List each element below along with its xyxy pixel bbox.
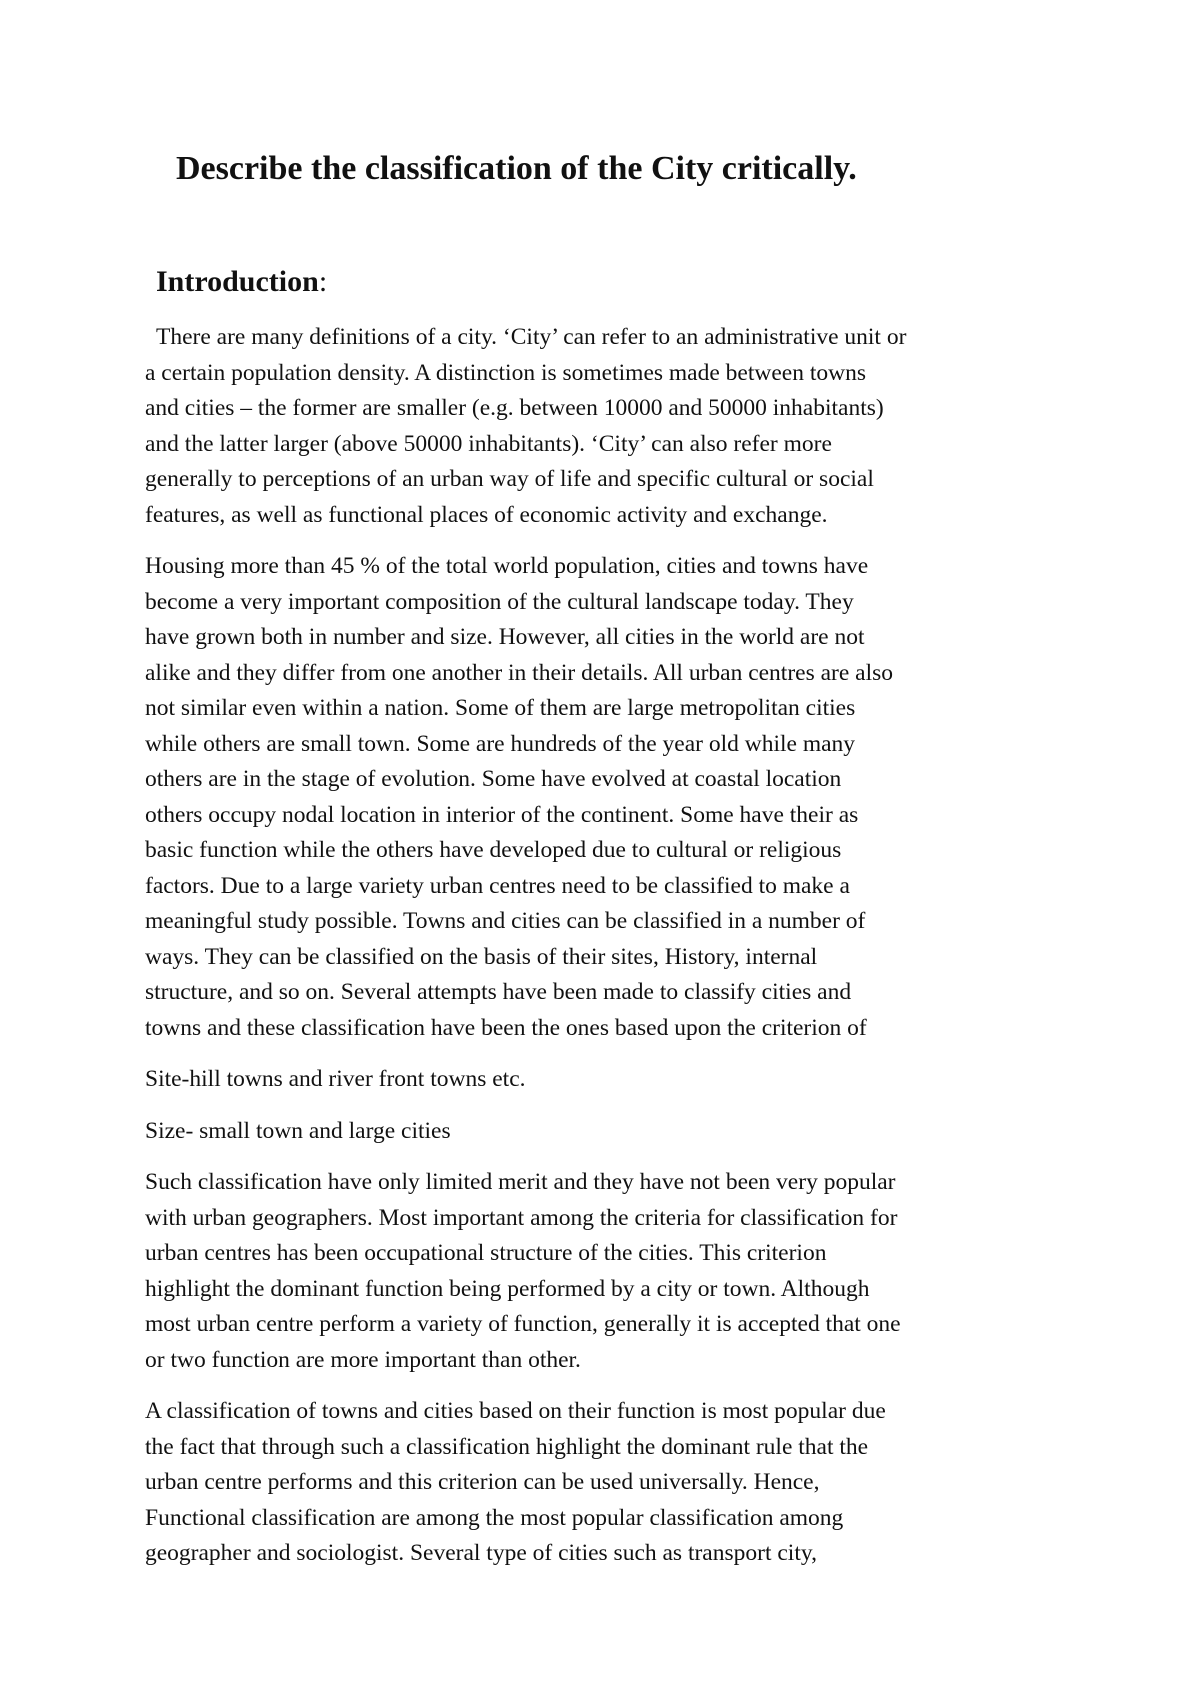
paragraph-line: and cities – the former are smaller (e.g. between 10000 and 50000 inhabitants) xyxy=(145,395,884,421)
document-body xyxy=(145,320,1085,1588)
paragraph-line: or two function are more important than other. xyxy=(145,1346,581,1373)
paragraph-line: towns and these classification have been the ones based upon the criterion of xyxy=(145,1014,867,1041)
paragraph xyxy=(145,549,1085,1046)
paragraph xyxy=(145,320,1085,533)
paragraph-line: others occupy nodal location in interior of the continent. Some have their as xyxy=(145,801,859,828)
paragraph-line: generally to perceptions of an urban way of life and specific cultural or social xyxy=(145,466,874,492)
paragraph-line: alike and they differ from one another in their details. All urban centres are also xyxy=(145,659,894,686)
paragraph-line: Such classification have only limited merit and they have not been very popular xyxy=(145,1169,896,1195)
paragraph xyxy=(145,1114,1085,1150)
section-heading-introduction xyxy=(156,262,327,302)
paragraph-line: and the latter larger (above 50000 inhabitants). ‘City’ can also refer more xyxy=(145,430,832,457)
paragraph-line: with urban geographers. Most important among the criteria for classification for xyxy=(145,1204,898,1231)
section-heading-colon: : xyxy=(318,265,328,298)
paragraph-line: features, as well as functional places of economic activity and exchange. xyxy=(145,501,828,528)
paragraph-line: become a very important composition of the cultural landscape today. They xyxy=(145,588,854,615)
paragraph-line: A classification of towns and cities based on their function is most popular due xyxy=(145,1398,886,1424)
paragraph xyxy=(145,1062,1085,1098)
paragraph-line: basic function while the others have developed due to cultural or religious xyxy=(145,837,842,863)
paragraph-line: others are in the stage of evolution. Some have evolved at coastal location xyxy=(145,766,842,792)
paragraph-line: There are many definitions of a city. ‘City’ can refer to an administrative unit or xyxy=(156,324,907,350)
paragraph-line: meaningful study possible. Towns and cities can be classified in a number of xyxy=(145,908,866,934)
document-title: Describe the classification of the City critically. xyxy=(176,150,857,187)
paragraph-line: Functional classification are among the most popular classification among xyxy=(145,1504,844,1531)
paragraph-line: have grown both in number and size. However, all cities in the world are not xyxy=(145,624,865,650)
paragraph-line: urban centres has been occupational structure of the cities. This criterion xyxy=(145,1240,827,1266)
paragraph-line: Site-hill towns and river front towns etc. xyxy=(145,1066,526,1092)
paragraph-line: Housing more than 45 % of the total world population, cities and towns have xyxy=(145,553,869,579)
paragraph-line: most urban centre perform a variety of function, generally it is accepted that one xyxy=(145,1311,901,1337)
paragraph-line: ways. They can be classified on the basis of their sites, History, internal xyxy=(145,943,818,970)
paragraph-line: a certain population density. A distinction is sometimes made between towns xyxy=(145,359,866,386)
paragraph-line: while others are small town. Some are hundreds of the year old while many xyxy=(145,730,856,757)
paragraph xyxy=(145,1165,1085,1378)
paragraph-line: not similar even within a nation. Some of them are large metropolitan cities xyxy=(145,695,856,721)
paragraph-line: structure, and so on. Several attempts have been made to classify cities and xyxy=(145,979,852,1005)
section-heading-label: Introduction xyxy=(156,265,319,298)
paragraph xyxy=(145,1394,1085,1572)
paragraph-line: geographer and sociologist. Several type of cities such as transport city, xyxy=(145,1540,817,1566)
paragraph-line: highlight the dominant function being performed by a city or town. Although xyxy=(145,1275,870,1302)
paragraph-line: urban centre performs and this criterion can be used universally. Hence, xyxy=(145,1469,820,1495)
paragraph-line: factors. Due to a large variety urban centres need to be classified to make a xyxy=(145,872,850,899)
paragraph-line: Size- small town and large cities xyxy=(145,1117,451,1144)
paragraph-line: the fact that through such a classification highlight the dominant rule that the xyxy=(145,1433,869,1460)
